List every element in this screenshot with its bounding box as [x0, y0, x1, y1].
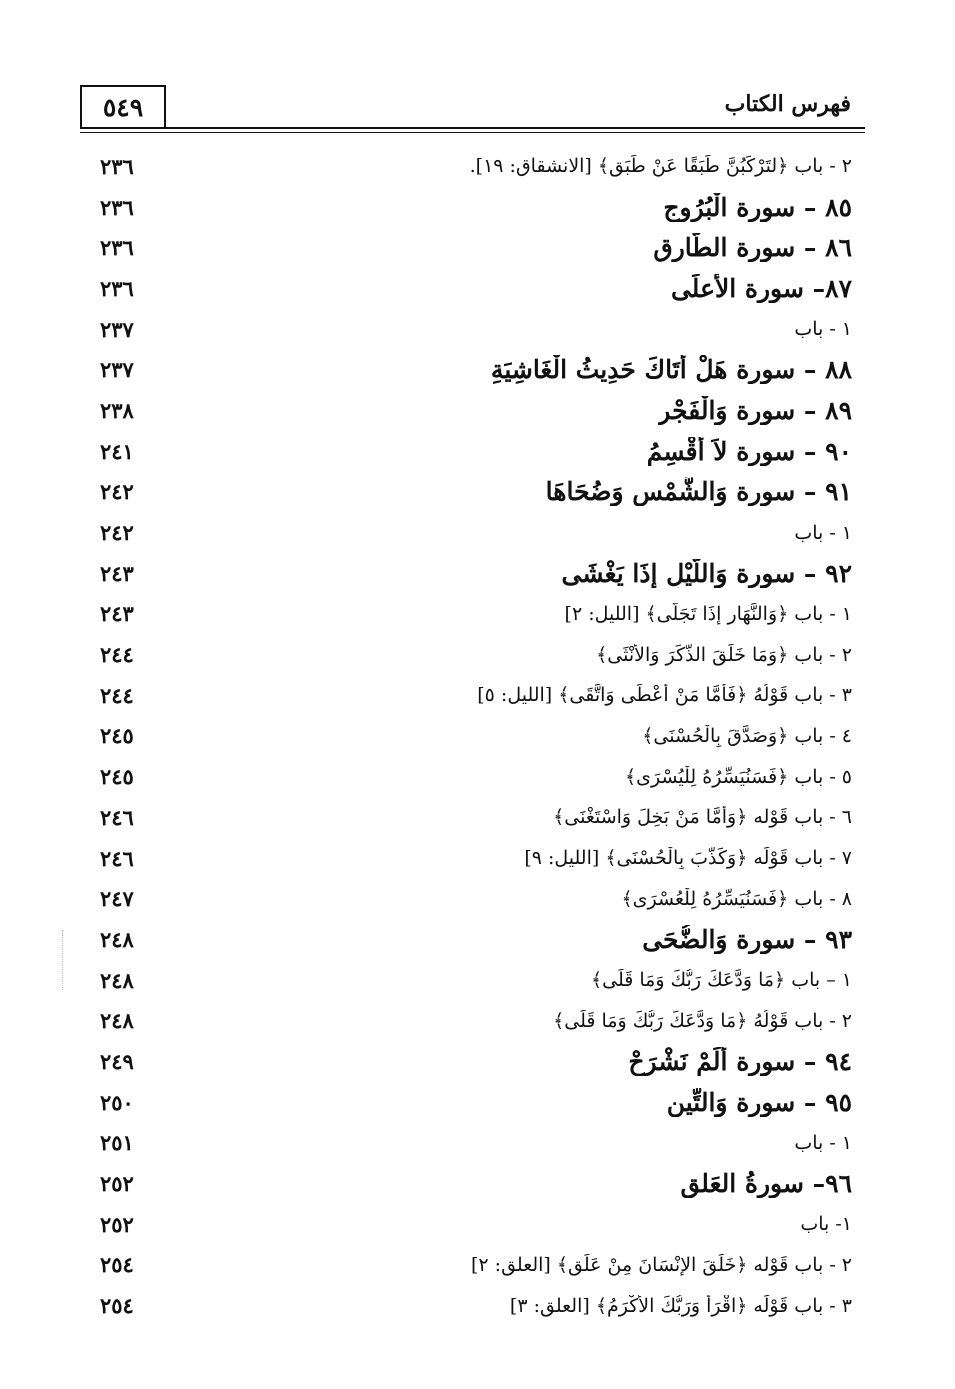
- sura-heading: ٩٦– سورةُ العَلق: [680, 1169, 852, 1199]
- toc-row: [100, 187, 852, 228]
- page-ref: ٢٣٧: [100, 316, 134, 342]
- running-title: فهرس الكتاب: [724, 91, 851, 117]
- page-ref: ٢٤١: [100, 438, 134, 464]
- bab-entry: ٢ - باب قَوْلُهُ ﴿مَا وَدَّعَكَ رَبُّكَ وَمَا قَلَى﴾: [553, 1009, 852, 1032]
- sura-heading: ٨٧– سورة الأعلَى: [670, 273, 852, 303]
- toc-row: [100, 838, 852, 879]
- page-ref: ٢٥٢: [100, 1211, 134, 1237]
- page-ref: ٢٣٦: [100, 235, 134, 261]
- bab-entry: ٧ - باب قَوْلَه ﴿وَكَذَّبَ بِالْحُسْنَى﴾ [الليل: ٩]: [524, 847, 852, 870]
- sura-heading: ٨٩ – سورة وَالْفَجْرِ: [658, 395, 852, 425]
- page-ref: ٢٤٢: [100, 479, 134, 505]
- bab-entry: ٣ - باب قَوْلَه ﴿اقْرَأْ وَرَبُّكَ الأَكْرَمُ﴾ [العلق: ٣]: [509, 1294, 852, 1317]
- page-ref: ٢٥١: [100, 1130, 134, 1156]
- table-of-contents: [100, 146, 852, 1326]
- page-ref: ٢٤٧: [100, 886, 134, 912]
- header-rule-thin: [80, 132, 865, 133]
- sura-heading: ٨٨ – سورة هَلْ أَتَاكَ حَدِيثُ الْغَاشِيَةِ: [490, 355, 852, 385]
- page-number: ٥٤٩: [80, 85, 166, 127]
- page-ref: ٢٤٤: [100, 682, 134, 708]
- bab-entry: ٣ - باب قَوْلُهُ ﴿فَأَمَّا مَنْ أَعْطَى وَاتَّقَى﴾ [الليل: ٥]: [477, 684, 852, 707]
- toc-row: [100, 431, 852, 472]
- bab-entry: ٢ - باب ﴿لتَرْكَبُنَّ طَبَقًا عَنْ طَبَقٍ﴾ [الانشقاق: ١٩].: [469, 155, 852, 178]
- toc-row: [100, 309, 852, 350]
- toc-row: [100, 227, 852, 268]
- toc-row: [100, 268, 852, 309]
- toc-row: [100, 1041, 852, 1082]
- toc-row: [100, 960, 852, 1001]
- bab-entry: ١ - باب: [794, 521, 852, 544]
- toc-row: [100, 797, 852, 838]
- page-ref: ٢٤٥: [100, 764, 134, 790]
- sura-heading: ٩٤ – سورة أَلَمْ نَشْرَحْ: [628, 1046, 852, 1076]
- page-ref: ٢٤٨: [100, 926, 134, 952]
- header-rule: [80, 127, 865, 129]
- toc-row: [100, 1082, 852, 1123]
- toc-row: [100, 512, 852, 553]
- page-ref: ٢٥٢: [100, 1171, 134, 1197]
- toc-row: [100, 1123, 852, 1164]
- toc-row: [100, 1285, 852, 1326]
- bab-entry: ١- باب: [800, 1213, 852, 1236]
- toc-row: [100, 919, 852, 960]
- page-ref: ٢٤٥: [100, 723, 134, 749]
- bab-entry: ١ - باب: [794, 318, 852, 341]
- bab-entry: ١ – باب ﴿مَا وَدَّعَكَ رَبُّكَ وَمَا قَلَى﴾: [590, 969, 852, 992]
- page-ref: ٢٤٣: [100, 560, 134, 586]
- toc-row: [100, 594, 852, 635]
- sura-heading: ٨٦ – سورة الطَّارِقِ: [653, 233, 852, 263]
- bab-entry: ١ - باب ﴿وَالنَّهَارِ إِذَا تَجَلَّى﴾ [الليل: ٢]: [564, 602, 852, 625]
- toc-row: [100, 1163, 852, 1204]
- page-ref: ٢٥٤: [100, 1293, 134, 1319]
- toc-row: [100, 390, 852, 431]
- toc-row: [100, 472, 852, 513]
- bab-entry: ٤ - باب ﴿وَصَدَّقَ بِالْحُسْنَى﴾: [642, 724, 852, 747]
- bab-entry: ٥ - باب ﴿فَسَنُيَسِّرُهُ لِلْيُسْرَى﴾: [624, 765, 852, 788]
- toc-row: [100, 878, 852, 919]
- toc-row: [100, 1204, 852, 1245]
- page-ref: ٢٤٨: [100, 967, 134, 993]
- sura-heading: ٩٢ – سورة وَاللَّيْلِ إِذَا يَغْشَى: [561, 558, 852, 588]
- bab-entry: ٨ - باب ﴿فَسَنُيَسِّرُهُ لِلْعُسْرَى﴾: [621, 887, 852, 910]
- page-ref: ٢٤٣: [100, 601, 134, 627]
- toc-row: [100, 1000, 852, 1041]
- sura-heading: ٩٣ – سورة وَالضُّحَى: [642, 924, 852, 954]
- toc-row: [100, 349, 852, 390]
- page-ref: ٢٤٦: [100, 804, 134, 830]
- toc-row: [100, 756, 852, 797]
- page-ref: ٢٣٦: [100, 275, 134, 301]
- sura-heading: ٩١ – سورة وَالشَّمْسِ وَضُحَاهَا: [545, 477, 852, 507]
- bab-entry: ١ - باب: [794, 1131, 852, 1154]
- bab-entry: ٦ - باب قَوْله ﴿وَأَمَّا مَنْ بَخِلَ وَاسْتَغْنَى﴾: [553, 806, 852, 829]
- page-ref: ٢٤٢: [100, 520, 134, 546]
- bab-entry: ٢ - باب قَوْله ﴿خَلَقَ الإِنْسَانَ مِنْ عَلَقٍ﴾ [العلق: ٢]: [470, 1253, 852, 1276]
- page-ref: ٢٣٦: [100, 194, 134, 220]
- margin-mark: [62, 930, 64, 990]
- page-ref: ٢٤٦: [100, 845, 134, 871]
- toc-row: [100, 716, 852, 757]
- page-ref: ٢٣٨: [100, 397, 134, 423]
- page-ref: ٢٤٤: [100, 642, 134, 668]
- page-ref: ٢٥٠: [100, 1089, 134, 1115]
- page-ref: ٢٤٨: [100, 1008, 134, 1034]
- toc-row: [100, 634, 852, 675]
- sura-heading: ٩٥ – سورة وَالتِّينِ: [666, 1087, 852, 1117]
- page-ref: ٢٤٩: [100, 1048, 134, 1074]
- bab-entry: ٢ - باب ﴿وَمَا خَلَقَ الذَّكَرَ وَالأُنْثَى﴾: [596, 643, 852, 666]
- toc-row: [100, 553, 852, 594]
- sura-heading: ٩٠ – سورة لاَ أُقْسِمُ: [646, 436, 852, 466]
- sura-heading: ٨٥ – سورة الْبُرُوجِ: [663, 192, 852, 222]
- page-header: [80, 85, 865, 131]
- page-ref: ٢٣٦: [100, 153, 134, 179]
- toc-row: [100, 1245, 852, 1286]
- page-ref: ٢٣٧: [100, 357, 134, 383]
- page-ref: ٢٥٤: [100, 1252, 134, 1278]
- toc-row: [100, 675, 852, 716]
- toc-row: [100, 146, 852, 187]
